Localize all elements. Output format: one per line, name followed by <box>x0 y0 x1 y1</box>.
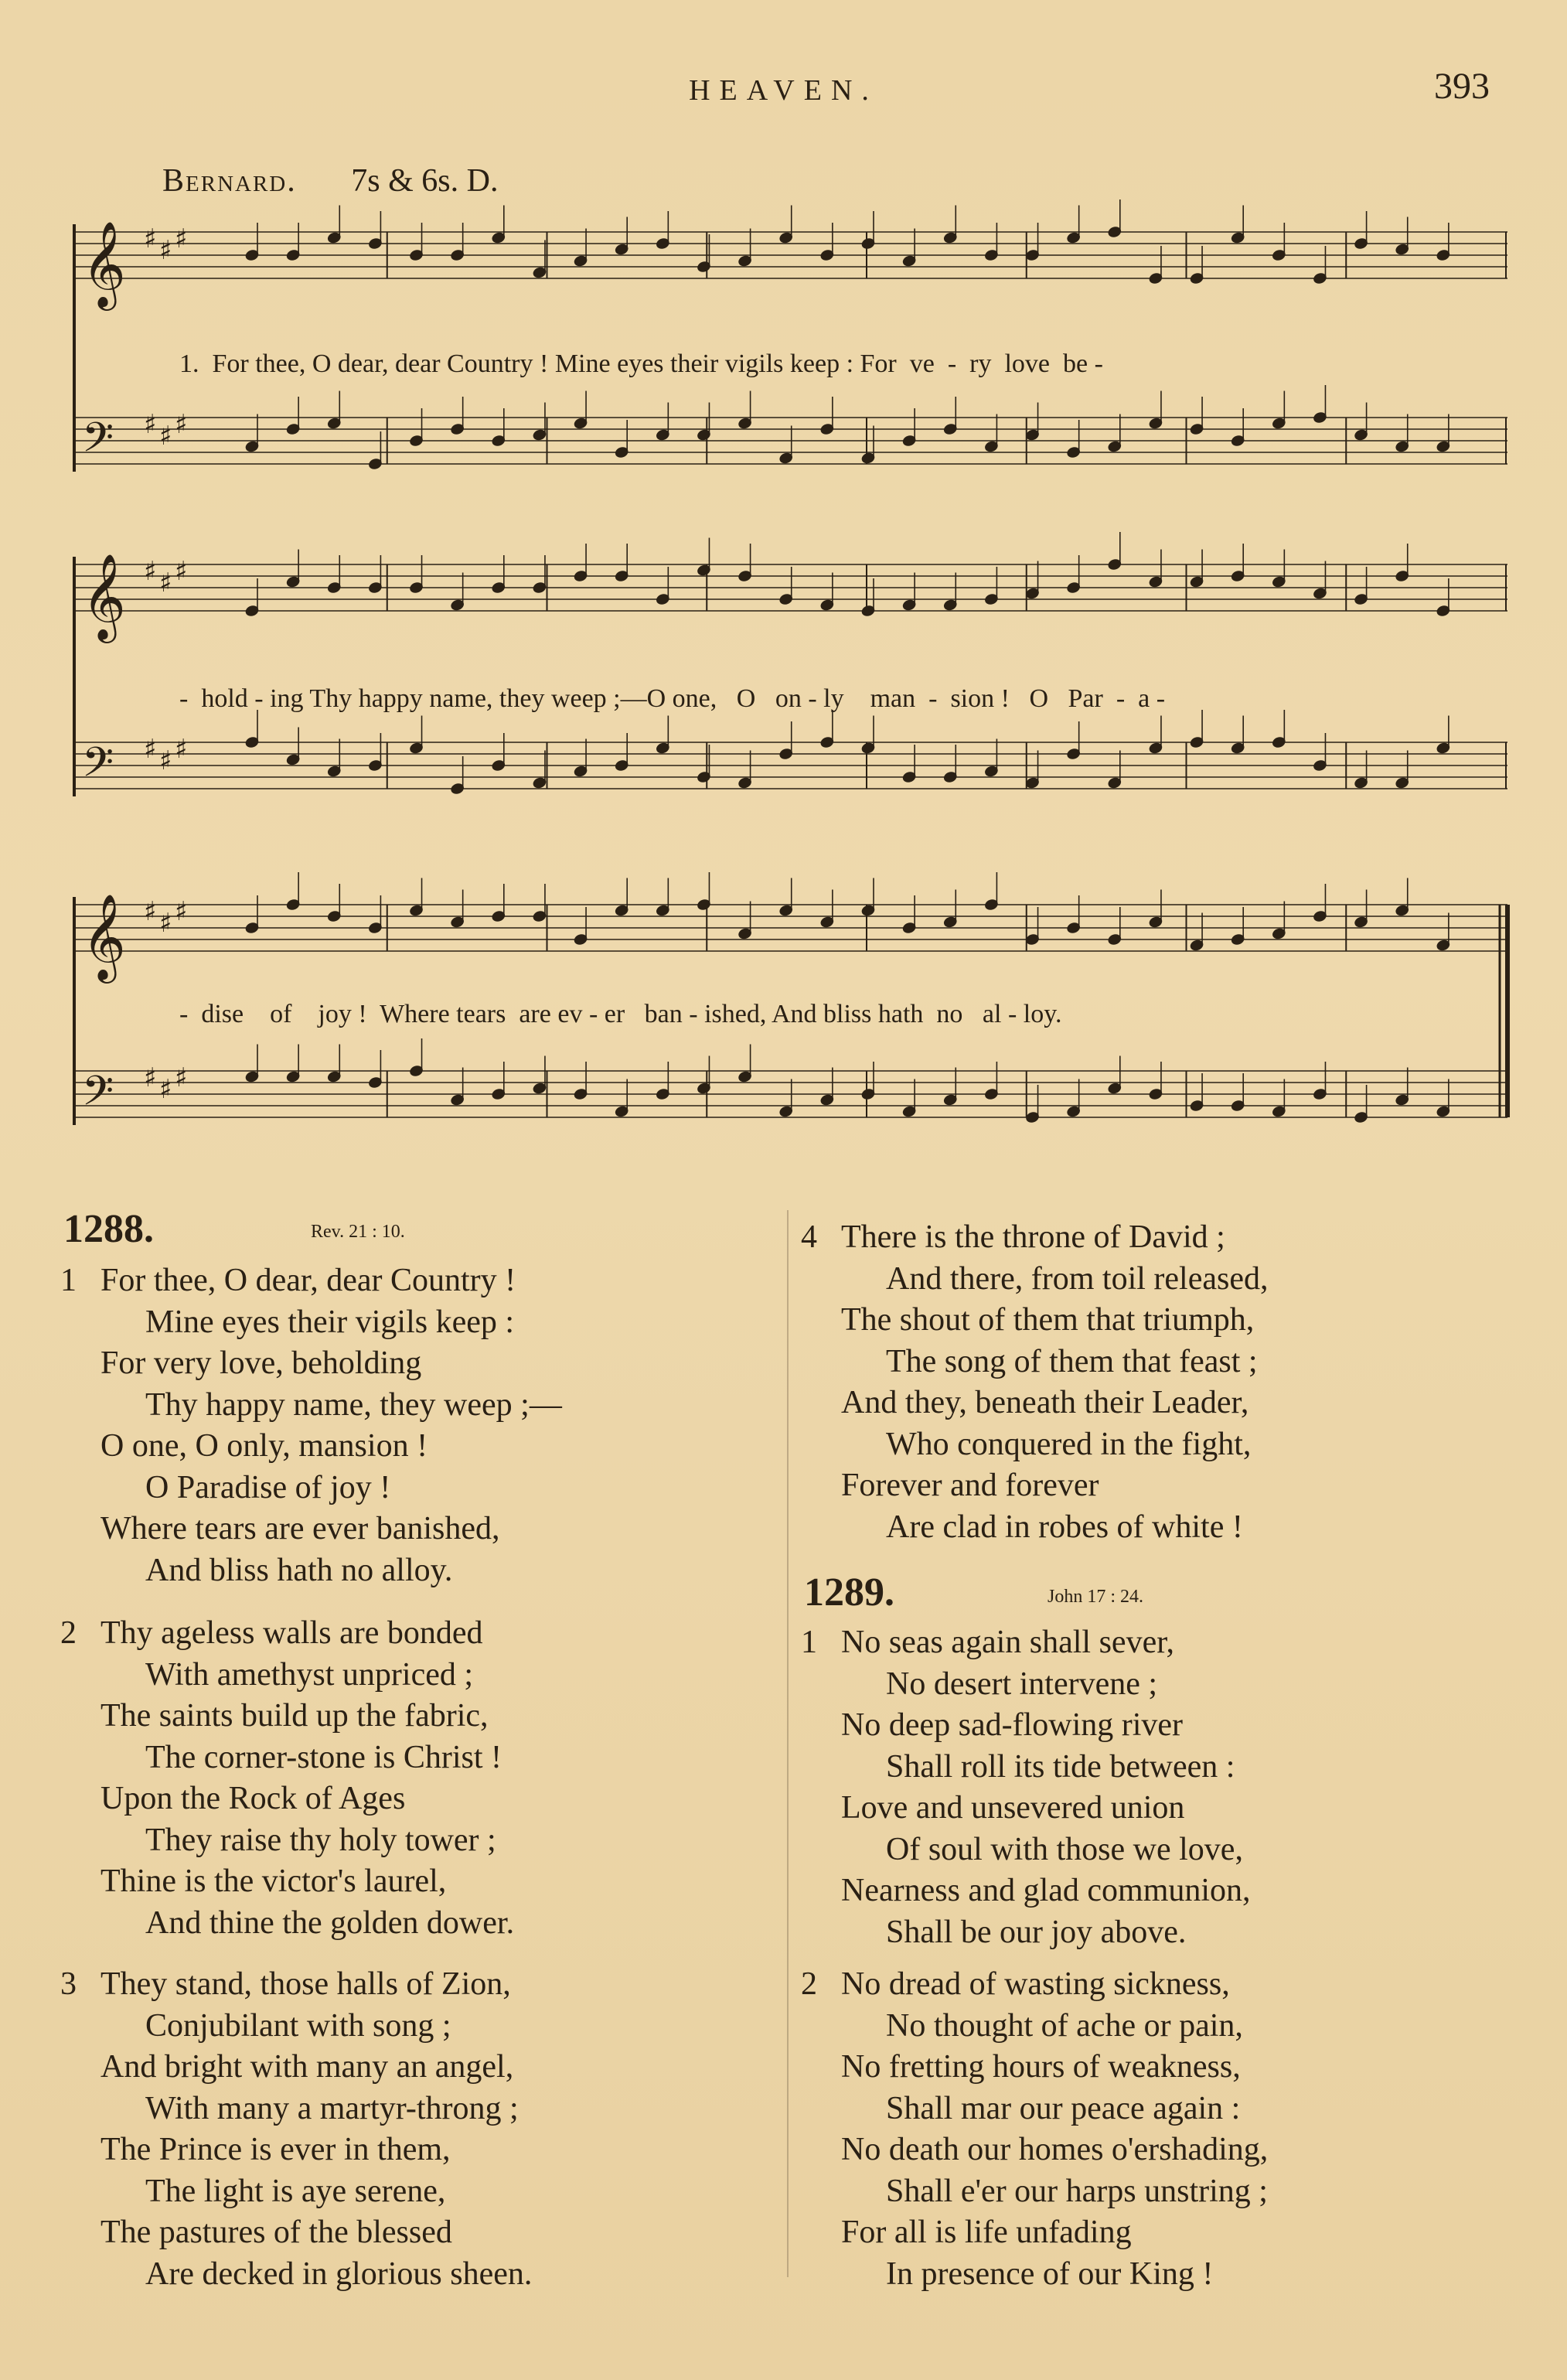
sharp-icon: ♯ <box>159 745 172 776</box>
treble-clef-icon: 𝄞 <box>82 220 126 307</box>
sharp-icon: ♯ <box>144 556 157 587</box>
verse-line: Shall e'er our harps unstring ; <box>886 2173 1268 2209</box>
verse-line: Mine eyes their vigils keep : <box>145 1304 515 1340</box>
verse-line: There is the throne of David ; <box>841 1219 1225 1255</box>
sharp-icon: ♯ <box>144 1062 157 1093</box>
verse-line: For very love, beholding <box>100 1345 422 1381</box>
verse-line: And bliss hath no alloy. <box>145 1552 453 1588</box>
treble-clef-icon: 𝄞 <box>82 893 126 980</box>
verse-line: Shall roll its tide between : <box>886 1748 1235 1785</box>
verse-line: The light is aye serene, <box>145 2173 446 2209</box>
hymn-number-1288: 1288. <box>63 1207 154 1251</box>
verse-line: Nearness and glad communion, <box>841 1873 1251 1908</box>
stanza-1288-2 <box>60 1613 514 1944</box>
verse-line: Forever and forever <box>841 1468 1099 1503</box>
sharp-icon: ♯ <box>175 734 188 765</box>
verse-line: No thought of ache or pain, <box>886 2007 1243 2044</box>
verse-line: No desert intervene ; <box>886 1666 1158 1702</box>
sharp-icon: ♯ <box>159 235 172 266</box>
verse-line: No seas again shall sever, <box>841 1625 1175 1660</box>
verse-line: In presence of our King ! <box>886 2256 1214 2292</box>
stanza-number: 3 <box>60 1966 77 2002</box>
verse-line: Of soul with those we love, <box>886 1831 1243 1867</box>
verse-line: No fretting hours of weakness, <box>841 2049 1241 2085</box>
stanza-1289-1 <box>801 1622 1251 1953</box>
sharp-icon: ♯ <box>175 556 188 587</box>
verse-line: With many a martyr-throng ; <box>145 2090 519 2126</box>
verse-line: For all is life unfading <box>841 2215 1132 2250</box>
verse-line: The Prince is ever in them, <box>100 2132 451 2167</box>
music-lyric-system-2: - hold - ing Thy happy name, they weep ;—O one, O on - ly man - sion ! O Par - a - <box>179 684 1166 713</box>
verse-line: And they, beneath their Leader, <box>841 1385 1249 1420</box>
hymn-reference-1288: Rev. 21 : 10. <box>311 1222 405 1242</box>
stanza-1289-2 <box>801 1964 1268 2295</box>
verse-line: They stand, those halls of Zion, <box>100 1966 511 2002</box>
verse-line: O Paradise of joy ! <box>145 1469 391 1505</box>
verse-line: Shall be our joy above. <box>886 1914 1187 1950</box>
verse-line: Thine is the victor's laurel, <box>100 1863 447 1899</box>
bass-clef-icon: 𝄢 <box>82 739 114 796</box>
verse-line: The pastures of the blessed <box>100 2215 452 2250</box>
stanza-1288-3 <box>60 1964 532 2295</box>
stanza-number: 4 <box>801 1219 817 1255</box>
sharp-icon: ♯ <box>144 409 157 440</box>
bass-clef-icon: 𝄢 <box>82 414 114 472</box>
music-lyric-system-3: - dise of joy ! Where tears are ev - er ban - ished, And bliss hath no al - loy. <box>179 1000 1062 1028</box>
verse-line: With amethyst unpriced ; <box>145 1656 474 1693</box>
verse-line: No deep sad-flowing river <box>841 1707 1184 1743</box>
stanza-number: 2 <box>801 1966 817 2002</box>
sharp-icon: ♯ <box>144 734 157 765</box>
sharp-icon: ♯ <box>144 896 157 927</box>
sharp-icon: ♯ <box>175 1062 188 1093</box>
verse-line: O one, O only, mansion ! <box>100 1428 428 1464</box>
verse-line: Upon the Rock of Ages <box>100 1781 406 1816</box>
verse-line: The shout of them that triumph, <box>841 1302 1255 1338</box>
hymn-reference-1289: John 17 : 24. <box>1048 1587 1144 1607</box>
bass-clef-icon: 𝄢 <box>82 1068 114 1125</box>
verse-line: For thee, O dear, dear Country ! <box>100 1263 516 1298</box>
hymn-number-1289: 1289. <box>804 1570 894 1615</box>
verse-line: The saints build up the fabric, <box>100 1698 489 1734</box>
stanza-number: 2 <box>60 1615 77 1651</box>
verse-line: Who conquered in the fight, <box>886 1426 1252 1462</box>
tune-meter: 7s & 6s. D. <box>351 163 499 199</box>
sharp-icon: ♯ <box>144 223 157 254</box>
sharp-icon: ♯ <box>175 896 188 927</box>
stanza-1288-4 <box>801 1217 1268 1548</box>
page-number: 393 <box>1434 66 1490 107</box>
sharp-icon: ♯ <box>175 223 188 254</box>
sharp-icon: ♯ <box>159 908 172 939</box>
column-divider <box>787 1210 789 2277</box>
sharp-icon: ♯ <box>159 421 172 452</box>
verse-line: Where tears are ever banished, <box>100 1511 500 1546</box>
verse-line: No dread of wasting sickness, <box>841 1966 1230 2002</box>
running-title: HEAVEN. <box>689 74 878 107</box>
stanza-number: 1 <box>801 1625 817 1660</box>
verse-line: The song of them that feast ; <box>886 1343 1258 1379</box>
verse-line: And bright with many an angel, <box>100 2049 514 2085</box>
stanza-1288-1 <box>60 1260 562 1591</box>
sharp-icon: ♯ <box>159 1074 172 1105</box>
verse-line: Shall mar our peace again : <box>886 2090 1241 2126</box>
verse-line: Thy ageless walls are bonded <box>100 1615 483 1651</box>
verse-line: And there, from toil released, <box>886 1260 1269 1297</box>
tune-name: Bernard. <box>162 163 297 199</box>
sharp-icon: ♯ <box>175 409 188 440</box>
verse-line: Conjubilant with song ; <box>145 2007 451 2044</box>
verse-line: The corner-stone is Christ ! <box>145 1739 502 1775</box>
treble-clef-icon: 𝄞 <box>82 553 126 639</box>
verse-line: Are decked in glorious sheen. <box>145 2256 533 2292</box>
verse-line: Thy happy name, they weep ;— <box>145 1386 562 1423</box>
stanza-number: 1 <box>60 1263 77 1298</box>
verse-line: Are clad in robes of white ! <box>886 1509 1243 1545</box>
music-lyric-system-1: 1. For thee, O dear, dear Country ! Mine eyes their vigils keep : For ve - ry love be - <box>179 349 1103 378</box>
sharp-icon: ♯ <box>159 568 172 598</box>
verse-line: And thine the golden dower. <box>145 1904 515 1941</box>
verse-line: They raise thy holy tower ; <box>145 1822 496 1858</box>
verse-line: No death our homes o'ershading, <box>841 2132 1269 2167</box>
verse-line: Love and unsevered union <box>841 1790 1185 1826</box>
